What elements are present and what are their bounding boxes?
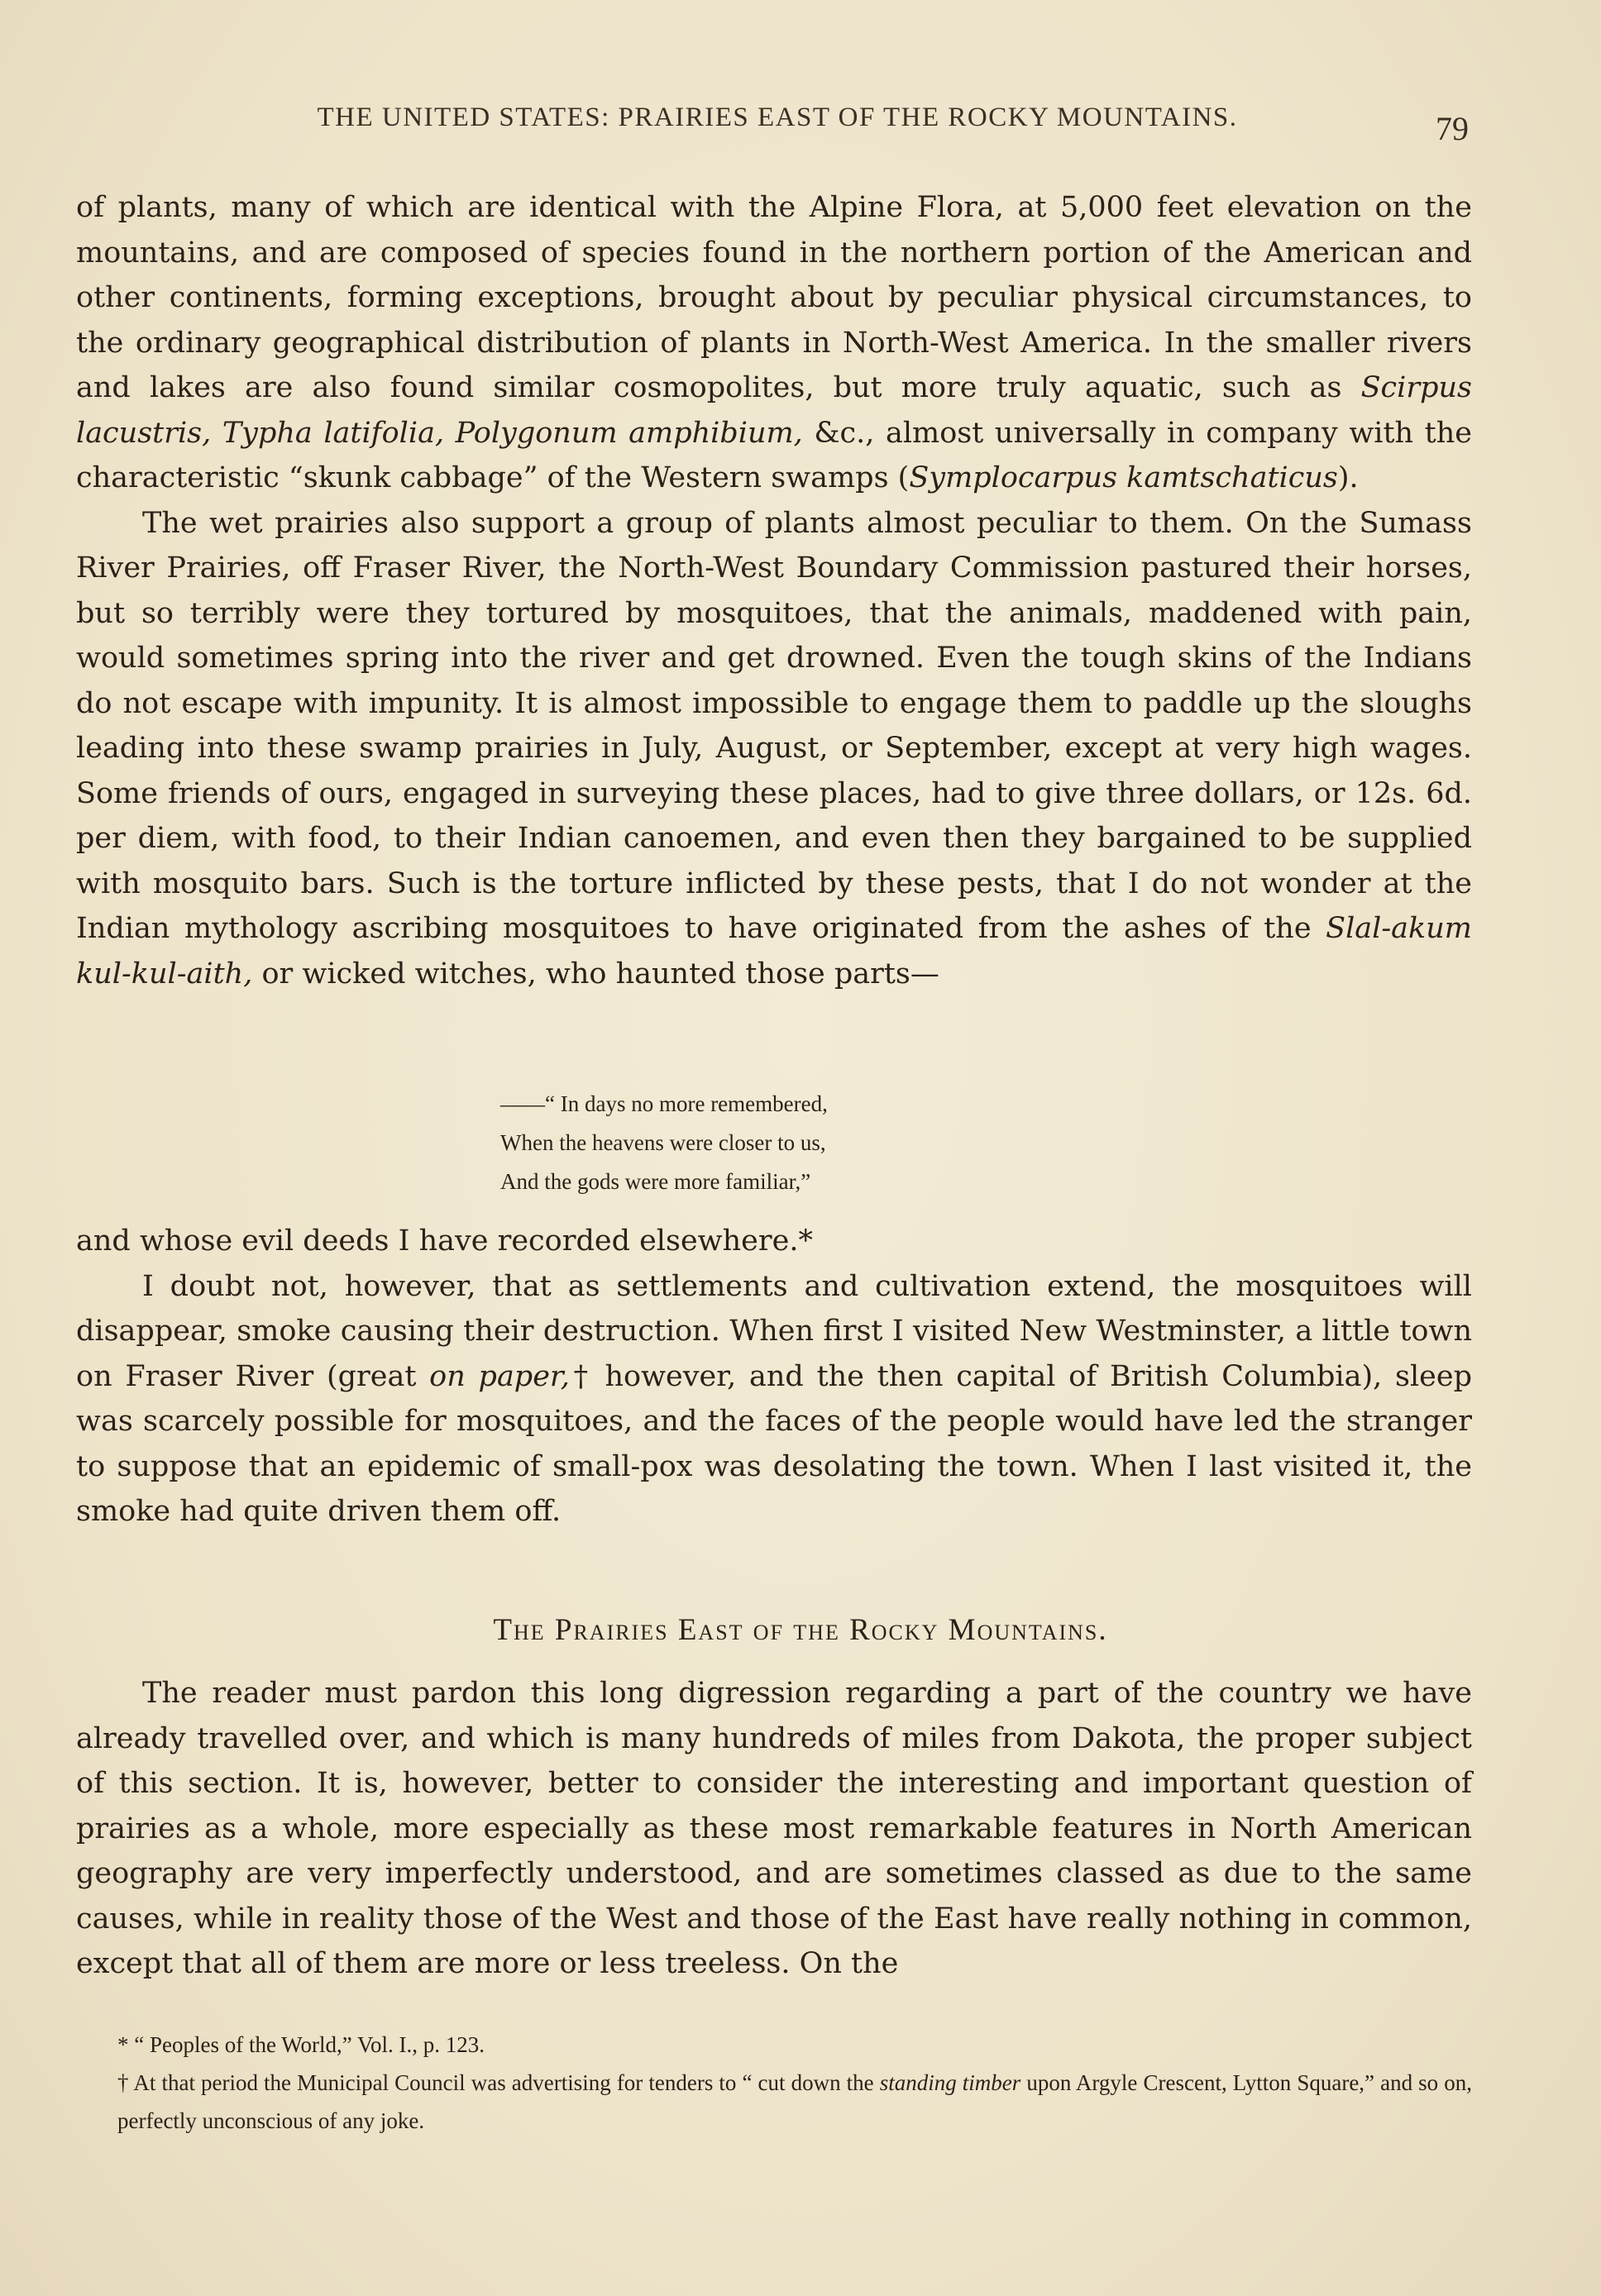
paragraph-2-text-a: The wet prairies also support a group of plants almost peculiar to them. On the Sumass River Prairies, off Fraser River, the North-West Boundary Commission pastured their horses, but so terribly were they tortured by mosquitoes, that the animals, maddened with pain, would sometimes spring into the river and get drowned. Even the tough skins of the Indians do not escape with impunity. It is almost impossible to engage them to paddle up the sloughs leading into these swamp prairies in July, August, or September, except at very high wages. Some friends of ours, engaged in surveying these places, had to give three dollars, or 12s. 6d. per diem, with food, to their Indian canoemen, and even then they bargained to be supplied with mosquito bars. Such is the torture inflicted by these pests, that I do not wonder at the Indian mythology ascribing mosquitoes to have originated from the ashes of the bbox=[76, 506, 1472, 945]
running-head: THE UNITED STATES: PRAIRIES EAST OF THE ROCKY MOUNTAINS. bbox=[317, 103, 1238, 132]
paragraph-2-italic-slal-akum: Slal-akum kul-kul-aith, bbox=[76, 912, 1472, 990]
paragraph-4 bbox=[76, 1264, 1472, 1535]
paragraph-1-italic-symplocarpus: Symplocarpus kamtschaticus bbox=[909, 461, 1338, 494]
page-number: 79 bbox=[1436, 110, 1469, 147]
paragraph-4-text-a: I doubt not, however, that as settlements and cultivation extend, the mosquitoes will disappear, smoke causing their destruction. When first I visited New Westminster, a little town on Fraser River (great bbox=[76, 1269, 1472, 1393]
footnote-1: * “ Peoples of the World,” Vol. I., p. 123. bbox=[117, 2032, 485, 2057]
paragraph-1-text-a: of plants, many of which are identical with the Alpine Flora, at 5,000 feet elevation on the mountains, and are composed of species found in the northern portion of the American and other continents, forming exceptions, brought about by peculiar physical circumstances, to the ordinary geographical distribution of plants in North-West America. In the smaller rivers and lakes are also found similar cosmopolites, but more truly aquatic, such as bbox=[76, 191, 1472, 404]
paragraph-1 bbox=[76, 185, 1472, 501]
paragraph-2 bbox=[76, 501, 1472, 997]
paragraph-2-text-b: or wicked witches, who haunted those parts— bbox=[252, 957, 939, 990]
footnote-2-text-a: † At that period the Municipal Council was advertising for tenders to “ cut down the bbox=[117, 2070, 880, 2095]
paragraph-5: The reader must pardon this long digression regarding a part of the country we have already travelled over, and which is many hundreds of miles from Dakota, the proper subject of this section. It is, however, better to consider the interesting and important question of prairies as a whole, more especially as these most remarkable features in North American geography are very imperfectly understood, and are sometimes classed as due to the same causes, while in reality those of the West and those of the East have really nothing in common, except that all of them are more or less treeless. On the bbox=[76, 1677, 1472, 1980]
verse-line-3: And the gods were more familiar,” bbox=[500, 1169, 811, 1194]
verse-quotation bbox=[500, 1085, 828, 1201]
paragraph-3: and whose evil deeds I have recorded elsewhere.* bbox=[76, 1224, 813, 1258]
paragraph-1-italic-species: Scirpus lacustris, Typha latifolia, Polygonum amphibium, bbox=[76, 371, 1472, 450]
paragraph-1-text-c: ). bbox=[1337, 461, 1359, 494]
text-block-upper bbox=[76, 185, 1472, 996]
verse-line-2: When the heavens were closer to us, bbox=[500, 1130, 826, 1155]
verse-line-1: ——“ In days no more remembered, bbox=[500, 1091, 828, 1116]
text-block-lower bbox=[76, 1671, 1472, 1987]
section-heading: The Prairies East of the Rocky Mountains. bbox=[493, 1613, 1108, 1647]
paragraph-1-text-b: &c., almost universally in company with the characteristic “skunk cabbage” of the Western swamps ( bbox=[76, 416, 1473, 494]
footnotes bbox=[76, 2026, 1472, 2140]
paragraph-4-text-b: † however, and the then capital of British Columbia), sleep was scarcely possible for mosquitoes, and the faces of the people would have led the stranger to suppose that an epidemic of small-pox was desolating the town. When I last visited it, the smoke had quite driven them off. bbox=[76, 1359, 1472, 1528]
footnote-2-italic: standing timber bbox=[879, 2070, 1021, 2095]
footnote-2 bbox=[76, 2064, 1472, 2140]
footnote-2-text-b: upon Argyle Crescent, Lytton Square,” and so on, perfectly unconscious of any joke. bbox=[117, 2070, 1472, 2133]
paragraph-4-italic-on-paper: on paper, bbox=[429, 1359, 570, 1393]
text-block-middle bbox=[76, 1219, 1472, 1535]
